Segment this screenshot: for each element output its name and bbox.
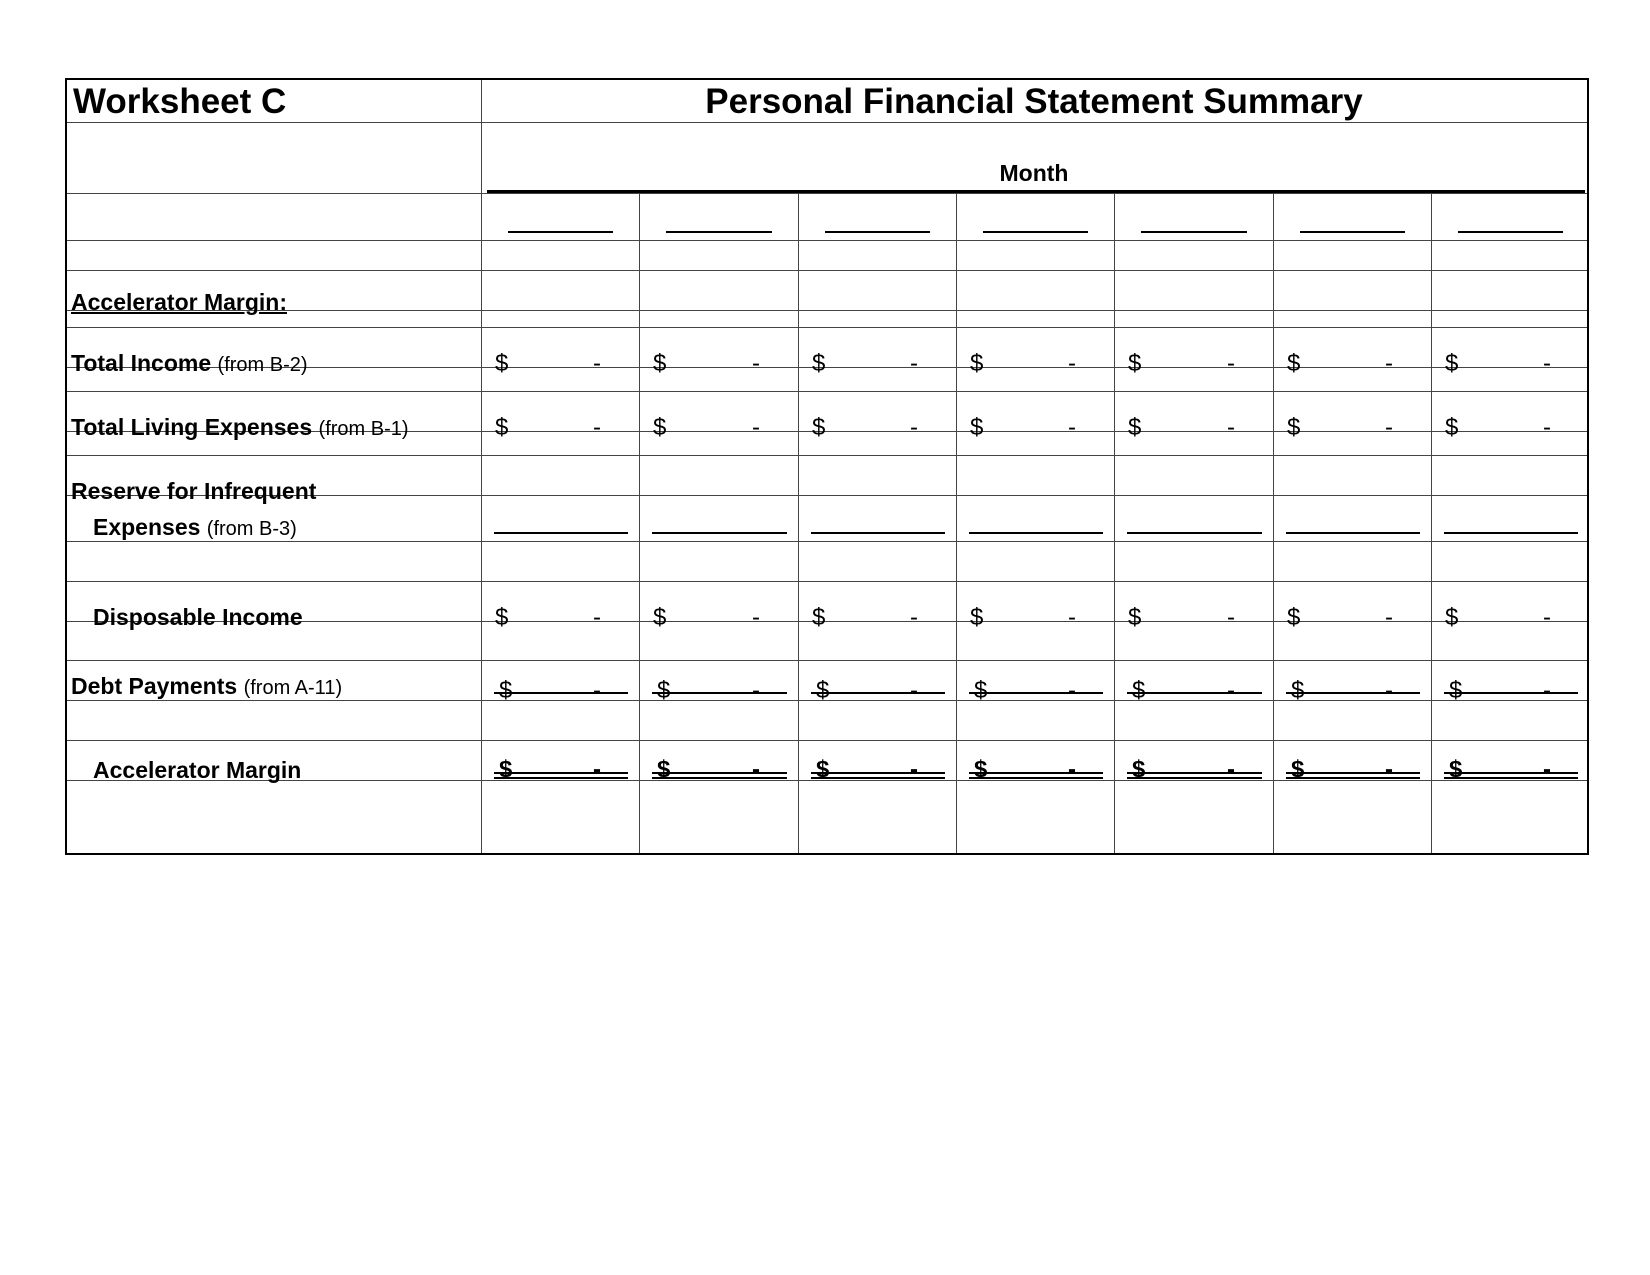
- single-underline: [811, 692, 945, 694]
- amount-value: -: [593, 756, 601, 783]
- total-income-value[interactable]: [970, 350, 1076, 378]
- disposable-income-value[interactable]: [1445, 604, 1551, 632]
- row-label-total-income: [71, 350, 308, 377]
- month-name-blank[interactable]: [666, 231, 772, 233]
- column-divider: [1114, 193, 1115, 853]
- accelerator-margin-value[interactable]: [1132, 756, 1235, 784]
- row-divider: [67, 581, 1587, 582]
- currency-symbol: $: [495, 350, 509, 377]
- disposable-income-value[interactable]: [1128, 604, 1235, 632]
- total-income-value[interactable]: [1128, 350, 1235, 378]
- row-label-source: (from A-11): [243, 677, 343, 699]
- amount-value: -: [1543, 604, 1551, 631]
- total-living-expenses-value[interactable]: [970, 414, 1076, 442]
- amount-value: -: [1385, 756, 1393, 783]
- amount-value: -: [752, 756, 760, 783]
- single-underline: [494, 692, 628, 694]
- row-label-text: Expenses: [93, 514, 201, 540]
- row-label-reserve-expenses: [93, 514, 297, 541]
- reserve-expenses-blank[interactable]: [494, 532, 628, 534]
- currency-symbol: $: [1128, 414, 1142, 441]
- currency-symbol: $: [812, 350, 826, 377]
- accelerator-margin-value[interactable]: [974, 756, 1076, 784]
- total-living-expenses-value[interactable]: [1128, 414, 1235, 442]
- row-label-text: Debt Payments: [71, 673, 238, 699]
- month-name-blank[interactable]: [1300, 231, 1405, 233]
- total-income-value[interactable]: [812, 350, 918, 378]
- total-living-expenses-value[interactable]: [1287, 414, 1393, 442]
- row-label-total-living-expenses: [71, 414, 409, 441]
- currency-symbol: $: [495, 414, 509, 441]
- column-divider: [798, 193, 799, 853]
- accelerator-margin-value[interactable]: [816, 756, 918, 784]
- double-underline: [494, 772, 628, 779]
- currency-symbol: $: [1445, 604, 1459, 631]
- amount-value: -: [1543, 677, 1551, 704]
- total-living-expenses-value[interactable]: [653, 414, 760, 442]
- column-divider: [639, 193, 640, 853]
- amount-value: -: [1385, 604, 1393, 631]
- currency-symbol: $: [495, 604, 509, 631]
- currency-symbol: $: [1287, 604, 1301, 631]
- amount-value: -: [1227, 414, 1235, 441]
- row-label-source: (from B-3): [206, 518, 297, 540]
- amount-value: -: [910, 414, 918, 441]
- currency-symbol: $: [1445, 414, 1459, 441]
- accelerator-margin-value[interactable]: [1449, 756, 1551, 784]
- single-underline: [652, 692, 787, 694]
- amount-value: -: [1068, 350, 1076, 377]
- row-label-text: Total Income: [71, 350, 212, 376]
- currency-symbol: $: [970, 604, 984, 631]
- reserve-expenses-blank[interactable]: [1127, 532, 1262, 534]
- amount-value: -: [1543, 414, 1551, 441]
- reserve-expenses-blank[interactable]: [652, 532, 787, 534]
- currency-symbol: $: [653, 414, 667, 441]
- debt-payments-value[interactable]: [1132, 677, 1235, 705]
- disposable-income-value[interactable]: [812, 604, 918, 632]
- currency-symbol: $: [653, 350, 667, 377]
- currency-symbol: $: [812, 414, 826, 441]
- column-divider: [1431, 193, 1432, 853]
- single-underline: [1286, 692, 1420, 694]
- single-underline: [1127, 692, 1262, 694]
- single-underline: [969, 692, 1103, 694]
- currency-symbol: $: [499, 677, 513, 704]
- currency-symbol: $: [970, 414, 984, 441]
- debt-payments-value[interactable]: [816, 677, 918, 705]
- reserve-expenses-blank[interactable]: [811, 532, 945, 534]
- amount-value: -: [752, 350, 760, 377]
- currency-symbol: $: [816, 677, 830, 704]
- reserve-expenses-blank[interactable]: [1444, 532, 1578, 534]
- amount-value: -: [910, 677, 918, 704]
- row-divider: [67, 541, 1587, 542]
- double-underline: [811, 772, 945, 779]
- worksheet-table: [65, 78, 1589, 855]
- amount-value: -: [593, 414, 601, 441]
- double-underline: [1444, 772, 1578, 779]
- double-underline: [652, 772, 787, 779]
- row-divider: [67, 310, 1587, 311]
- amount-value: -: [910, 604, 918, 631]
- row-divider: [67, 122, 1587, 123]
- currency-symbol: $: [1132, 677, 1146, 704]
- currency-symbol: $: [1291, 756, 1305, 783]
- month-name-blank[interactable]: [825, 231, 930, 233]
- amount-value: -: [1385, 414, 1393, 441]
- currency-symbol: $: [653, 604, 667, 631]
- row-divider: [67, 455, 1587, 456]
- debt-payments-value[interactable]: [1449, 677, 1551, 705]
- disposable-income-value[interactable]: [495, 604, 601, 632]
- amount-value: -: [1068, 604, 1076, 631]
- currency-symbol: $: [657, 677, 671, 704]
- amount-value: -: [1385, 350, 1393, 377]
- currency-symbol: $: [812, 604, 826, 631]
- amount-value: -: [1227, 350, 1235, 377]
- disposable-income-value[interactable]: [1287, 604, 1393, 632]
- currency-symbol: $: [1449, 677, 1463, 704]
- accelerator-margin-value[interactable]: [1291, 756, 1393, 784]
- debt-payments-value[interactable]: [974, 677, 1076, 705]
- amount-value: -: [1068, 414, 1076, 441]
- row-divider: [67, 327, 1587, 328]
- disposable-income-value[interactable]: [653, 604, 760, 632]
- amount-value: -: [752, 604, 760, 631]
- currency-symbol: $: [499, 756, 513, 783]
- currency-symbol: $: [657, 756, 671, 783]
- accelerator-margin-value[interactable]: [499, 756, 601, 784]
- worksheet-label: Worksheet C: [73, 82, 287, 121]
- month-header-rule: [487, 190, 1585, 193]
- month-name-blank[interactable]: [1141, 231, 1247, 233]
- amount-value: -: [1543, 350, 1551, 377]
- single-underline: [1444, 692, 1578, 694]
- row-label-disposable-income: Disposable Income: [93, 604, 303, 630]
- accelerator-margin-value[interactable]: [657, 756, 760, 784]
- section-heading: Accelerator Margin:: [71, 289, 288, 315]
- total-income-value[interactable]: [653, 350, 760, 378]
- amount-value: -: [1227, 677, 1235, 704]
- amount-value: -: [593, 604, 601, 631]
- currency-symbol: $: [1445, 350, 1459, 377]
- disposable-income-value[interactable]: [970, 604, 1076, 632]
- row-label-accelerator-margin: Accelerator Margin: [93, 757, 302, 783]
- currency-symbol: $: [970, 350, 984, 377]
- row-label-debt-payments: [71, 673, 342, 700]
- amount-value: -: [1543, 756, 1551, 783]
- currency-symbol: $: [1287, 414, 1301, 441]
- currency-symbol: $: [1128, 350, 1142, 377]
- row-label-source: (from B-2): [217, 354, 308, 376]
- reserve-expenses-blank[interactable]: [969, 532, 1103, 534]
- debt-payments-value[interactable]: [1291, 677, 1393, 705]
- amount-value: -: [1385, 677, 1393, 704]
- total-income-value[interactable]: [495, 350, 601, 378]
- amount-value: -: [752, 677, 760, 704]
- amount-value: -: [1068, 756, 1076, 783]
- month-name-blank[interactable]: [983, 231, 1088, 233]
- currency-symbol: $: [1132, 756, 1146, 783]
- month-name-blank[interactable]: [508, 231, 613, 233]
- row-label-text: Total Living Expenses: [71, 414, 313, 440]
- currency-symbol: $: [974, 677, 988, 704]
- column-divider: [1273, 193, 1274, 853]
- total-income-value[interactable]: [1445, 350, 1551, 378]
- total-income-value[interactable]: [1287, 350, 1393, 378]
- row-divider: [67, 270, 1587, 271]
- amount-value: -: [593, 350, 601, 377]
- debt-payments-value[interactable]: [657, 677, 760, 705]
- currency-symbol: $: [816, 756, 830, 783]
- row-divider: [67, 740, 1587, 741]
- amount-value: -: [910, 756, 918, 783]
- row-divider: [67, 193, 1587, 194]
- row-label-reserve: Reserve for Infrequent: [71, 478, 317, 504]
- row-divider: [67, 660, 1587, 661]
- month-name-blank[interactable]: [1458, 231, 1563, 233]
- row-divider: [67, 240, 1587, 241]
- amount-value: -: [1068, 677, 1076, 704]
- amount-value: -: [1227, 604, 1235, 631]
- double-underline: [1286, 772, 1420, 779]
- total-living-expenses-value[interactable]: [1445, 414, 1551, 442]
- row-divider: [67, 391, 1587, 392]
- page-title: Personal Financial Statement Summary: [705, 82, 1363, 121]
- currency-symbol: $: [1449, 756, 1463, 783]
- amount-value: -: [1227, 756, 1235, 783]
- currency-symbol: $: [1128, 604, 1142, 631]
- column-divider: [481, 80, 482, 853]
- amount-value: -: [910, 350, 918, 377]
- amount-value: -: [593, 677, 601, 704]
- debt-payments-value[interactable]: [499, 677, 601, 705]
- currency-symbol: $: [974, 756, 988, 783]
- column-divider: [956, 193, 957, 853]
- amount-value: -: [752, 414, 760, 441]
- total-living-expenses-value[interactable]: [495, 414, 601, 442]
- row-label-source: (from B-1): [318, 418, 409, 440]
- month-header: Month: [999, 160, 1069, 186]
- currency-symbol: $: [1291, 677, 1305, 704]
- total-living-expenses-value[interactable]: [812, 414, 918, 442]
- double-underline: [1127, 772, 1262, 779]
- double-underline: [969, 772, 1103, 779]
- reserve-expenses-blank[interactable]: [1286, 532, 1420, 534]
- currency-symbol: $: [1287, 350, 1301, 377]
